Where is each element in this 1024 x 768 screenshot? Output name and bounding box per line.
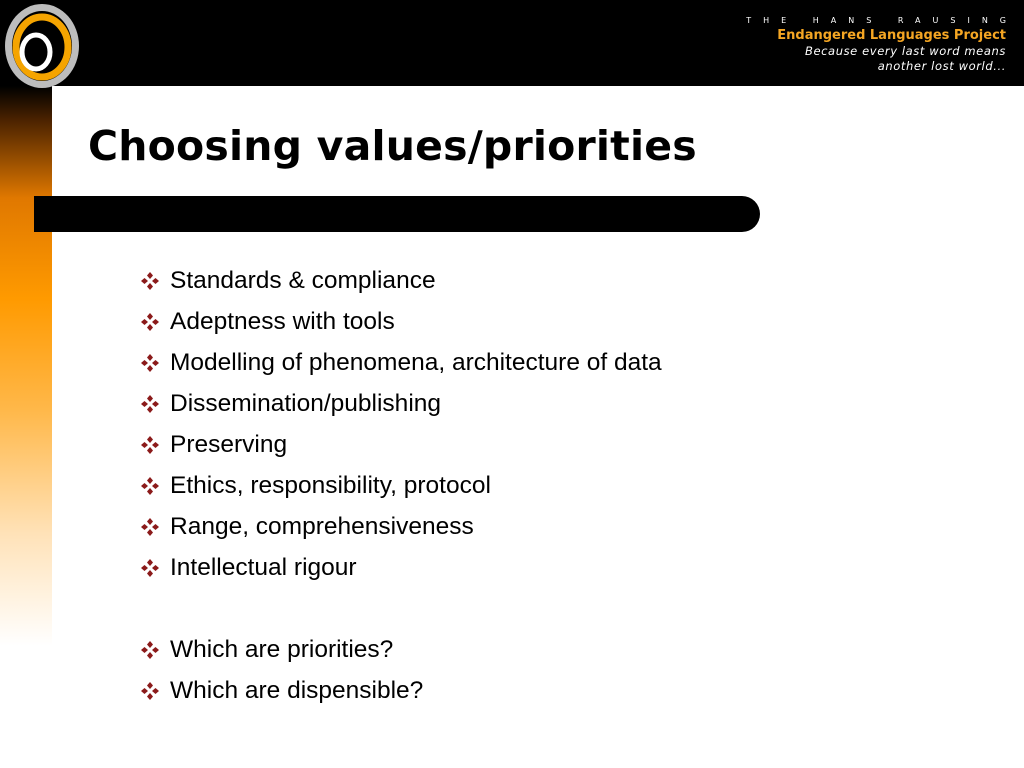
bullet-text: Adeptness with tools <box>170 307 395 335</box>
bullet-text: Standards & compliance <box>170 266 436 294</box>
list-item <box>140 547 662 588</box>
list-item <box>140 506 662 547</box>
bullet-text: Intellectual rigour <box>170 553 357 581</box>
hrelp-ring-logo-icon <box>2 0 82 92</box>
question-text: Which are priorities? <box>170 635 394 663</box>
header-project-name: Endangered Languages Project <box>777 28 1006 43</box>
list-item <box>140 383 662 424</box>
title-rule-bar <box>34 196 760 232</box>
four-diamond-bullet-icon <box>140 681 160 701</box>
header-tagline-1: Because every last word means <box>804 44 1006 58</box>
list-item <box>140 260 662 301</box>
four-diamond-bullet-icon <box>140 435 160 455</box>
bullet-text: Range, comprehensiveness <box>170 512 474 540</box>
bullet-list <box>140 260 662 711</box>
four-diamond-bullet-icon <box>140 640 160 660</box>
question-text: Which are dispensible? <box>170 676 424 704</box>
orange-side-bar <box>0 86 52 646</box>
header-text-block <box>746 16 1018 74</box>
four-diamond-bullet-icon <box>140 312 160 332</box>
bullet-text: Ethics, responsibility, protocol <box>170 471 491 499</box>
four-diamond-bullet-icon <box>140 271 160 291</box>
four-diamond-bullet-icon <box>140 394 160 414</box>
bullet-text: Preserving <box>170 430 288 458</box>
four-diamond-bullet-icon <box>140 353 160 373</box>
bullet-text: Dissemination/publishing <box>170 389 442 417</box>
list-item <box>140 424 662 465</box>
slide-title: Choosing values/priorities <box>88 122 697 170</box>
header-small-caps: THE HANS RAUSING <box>746 16 1018 25</box>
four-diamond-bullet-icon <box>140 476 160 496</box>
list-item <box>140 342 662 383</box>
list-item <box>140 465 662 506</box>
four-diamond-bullet-icon <box>140 517 160 537</box>
list-item <box>140 301 662 342</box>
list-item <box>140 629 662 670</box>
list-item <box>140 670 662 711</box>
four-diamond-bullet-icon <box>140 558 160 578</box>
bullet-text: Modelling of phenomena, architecture of data <box>170 348 662 376</box>
header-tagline-2: another lost world... <box>877 59 1006 73</box>
